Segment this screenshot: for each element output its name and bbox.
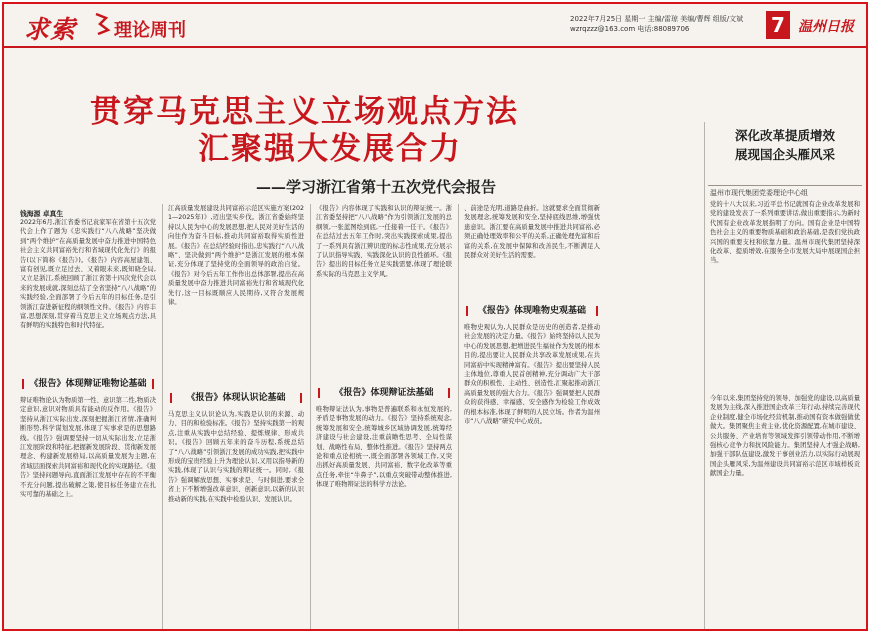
section-heading-4: 《报告》体现唯物史观基础 <box>466 303 598 319</box>
section-heading-1: 《报告》体现辩证唯物论基础 <box>22 376 154 392</box>
headline-subtitle: ——学习浙江省第十五次党代会报告 <box>256 178 497 196</box>
side-text-a: 党的十八大以来,习近平总书记就国有企业改革发展和党的建设发表了一系列重要讲话,做出重要指示,为新时代国有企业改革发展指明了方向。国有企业是中国特色社会主义的重要物质基础和政治基础,是我们党执政兴国的重要支柱和依靠力量。温州市现代集团坚持深化改革、提质增效,在服务全市发展大局中展现国企担当。 <box>710 201 860 265</box>
side-article-title <box>710 126 860 164</box>
brand-mark-icon <box>92 12 112 36</box>
divider <box>708 185 862 186</box>
brand-logo: 求索 <box>24 15 77 44</box>
column-4-text-a: 、前途是光明,道路是曲折。这就要求全面贯彻新发展理念,统筹发展和安全,坚持底线思维,增强忧患意识。浙江要在高质量发展中推进共同富裕,必须正确处理效率和公平的关系,正确处理先富和后富的关系,在发展中保障和改善民生,不断满足人民群众对美好生活的需要。 <box>464 205 600 260</box>
date-line: 2022年7月25日 星期一 主编/雷琼 美编/曹辉 组版/文斌 <box>570 15 744 23</box>
column-3-text-a: 《报告》内容体现了实践和认识的辩证统一。浙江省委坚持把“八八战略”作为引领浙江发展的总纲领,一张蓝图绘到底,一任接着一任干。《报告》在总结过去五年工作时,突出实践探索成果,提出了一系列具有浙江辨识度的标志性成果,充分展示了认识指导实践、实践深化认识的良性循环。《报告》提出的目标任务立足实践需要,体现了理论联系实际的马克思主义学风。 <box>316 205 452 278</box>
section-title: 理论周刊 <box>114 20 186 41</box>
column-rule <box>458 204 459 629</box>
side-title-line1: 深化改革提质增效 <box>734 128 835 143</box>
page-number: 7 <box>766 11 790 39</box>
column-rule <box>704 122 705 629</box>
side-title-line2: 展现国企头雁风采 <box>734 147 835 162</box>
column-1-text-b: 辩证唯物论认为物质第一性、意识第二性,物质决定意识,意识对物质具有能动的反作用。《报告》坚持从浙江实际出发,深刻把握浙江省情,准确判断形势,科学谋划发展,体现了实事求是的思想路线。《报告》强调要坚持一切从实际出发,立足浙江发展阶段和特征,把握新发展阶段、贯彻新发展理念、构建新发展格局,以高质量发展为主题,在省域层面探索共同富裕和现代化的实现路径。《报告》坚持问题导向,直面浙江发展中存在的不平衡不充分问题,提出破解之策,使目标任务建立在扎实可靠的基础之上。 <box>20 397 156 499</box>
section-heading-2: 《报告》体现认识论基础 <box>170 390 302 406</box>
column-rule <box>310 204 311 629</box>
column-4-text-b: 唯物史观认为,人民群众是历史的创造者,是推动社会发展的决定力量。《报告》始终坚持以人民为中心的发展思想,把增进民生福祉作为发展的根本目的,提出要让人民群众共享改革发展成果,在共同富裕中实现精神富有。《报告》提出要坚持人民主体地位,尊重人民首创精神,充分调动广大干部群众的积极性、主动性、创造性,汇聚起推动浙江高质量发展的强大合力。《报告》强调要把人民群众的获得感、幸福感、安全感作为检验工作成效的根本标准,体现了鲜明的人民立场。作者为温州市“八八战略”研究中心成员。 <box>464 324 600 426</box>
headline-line1: 贯穿马克思主义立场观点方法 <box>90 94 519 130</box>
column-rule <box>162 204 163 629</box>
column-1-text-a: 2022年6月,浙江省委书记袁家军在省第十五次党代会上作了题为《忠实践行“八八战略”坚决做到“两个维护”在高质量发展中奋力推进中国特色社会主义共同富裕先行和省域现代化先行》的报告(以下简称《报告》)。《报告》内容高屋建瓴、富有创见,既立足过去、又着眼未来,既知晓全局,又立足浙江,系统回顾了浙江省第十四次党代会以来的发展成就,深刻总结了全省坚持“八八战略”的实践经验,全面部署了今后五年的目标任务,是引领浙江奋进新征程的纲领性文件。《报告》内容丰富,思想深刻,贯穿着马克思主义立场观点方法,具有鲜明的实践特色和时代特征。 <box>20 219 156 330</box>
side-text-b: 今年以来,集团坚持党的领导、加强党的建设,以高质量发展为主线,深入推进国企改革三年行动,持续完善现代企业制度,健全市场化经营机制,推动国有资本做强做优做大。集团聚焦主责主业,优化资源配置,在城市建设、公共服务、产业培育等领域发挥引领带动作用,不断增强核心竞争力和抗风险能力。集团坚持人才强企战略,加强干部队伍建设,激发干事创业活力,以实际行动展现国企头雁风采,为温州建设共同富裕示范区市域样板贡献国企力量。 <box>710 395 860 478</box>
column-3-text-b: 唯物辩证法认为,事物是普遍联系和永恒发展的,矛盾是事物发展的动力。《报告》坚持系统观念,统筹发展和安全,统筹城乡区域协调发展,统筹经济建设与社会建设,注重前瞻性思考、全局性谋划、战略性布局、整体性推进。《报告》坚持两点论和重点论相统一,既全面部署各领域工作,又突出抓好高质量发展、共同富裕、数字化改革等重点任务,牵住“牛鼻子”,以重点突破带动整体推进,体现了唯物辩证法的科学方法论。 <box>316 406 452 489</box>
column-2-text-b: 马克思主义认识论认为,实践是认识的来源、动力、目的和检验标准。《报告》坚持实践第一的观点,注重从实践中总结经验、提炼规律、形成共识。《报告》回顾五年来的奋斗历程,系统总结了“八八战略”引领浙江发展的成功实践,把实践中形成的宝贵经验上升为理论认识,又用以指导新的实践,体现了认识与实践的辩证统一。同时,《报告》强调解放思想、实事求是、与时俱进,要求全省上下不断增强改革意识、创新意识,以新的认识推动新的实践,在实践中检验认识、发展认识。 <box>168 411 304 503</box>
article-byline: 钱海源 卓真生 <box>20 210 64 218</box>
masthead <box>4 4 866 48</box>
headline-line2: 汇聚强大发展合力 <box>198 131 462 167</box>
paper-name: 温州日报 <box>798 19 854 35</box>
side-article-byline: 温州市现代集团党委理论中心组 <box>710 189 808 197</box>
masthead-info <box>570 14 743 34</box>
section-heading-3: 《报告》体现辩证法基础 <box>318 385 450 401</box>
column-2-text-a: 江高质量发展建设共同富裕示范区实施方案(2021—2025年)》,迈出坚实步伐。浙江省委始终坚持以人民为中心的发展思想,把人民对美好生活的向往作为奋斗目标,推动共同富裕取得实质性进展。《报告》在总结经验时指出,忠实践行“八八战略”、坚决做到“两个维护”是浙江发展的根本保证,充分体现了坚持党的全面领导的政治自觉。《报告》对今后五年工作作出总体部署,提出在高质量发展中奋力推进共同富裕先行和省域现代化先行,这一目标既顺应人民期待,又符合发展规律。 <box>168 205 304 307</box>
contact-line: wzrqzzz@163.com 电话:88089706 <box>570 25 690 33</box>
newspaper-page <box>2 2 868 631</box>
